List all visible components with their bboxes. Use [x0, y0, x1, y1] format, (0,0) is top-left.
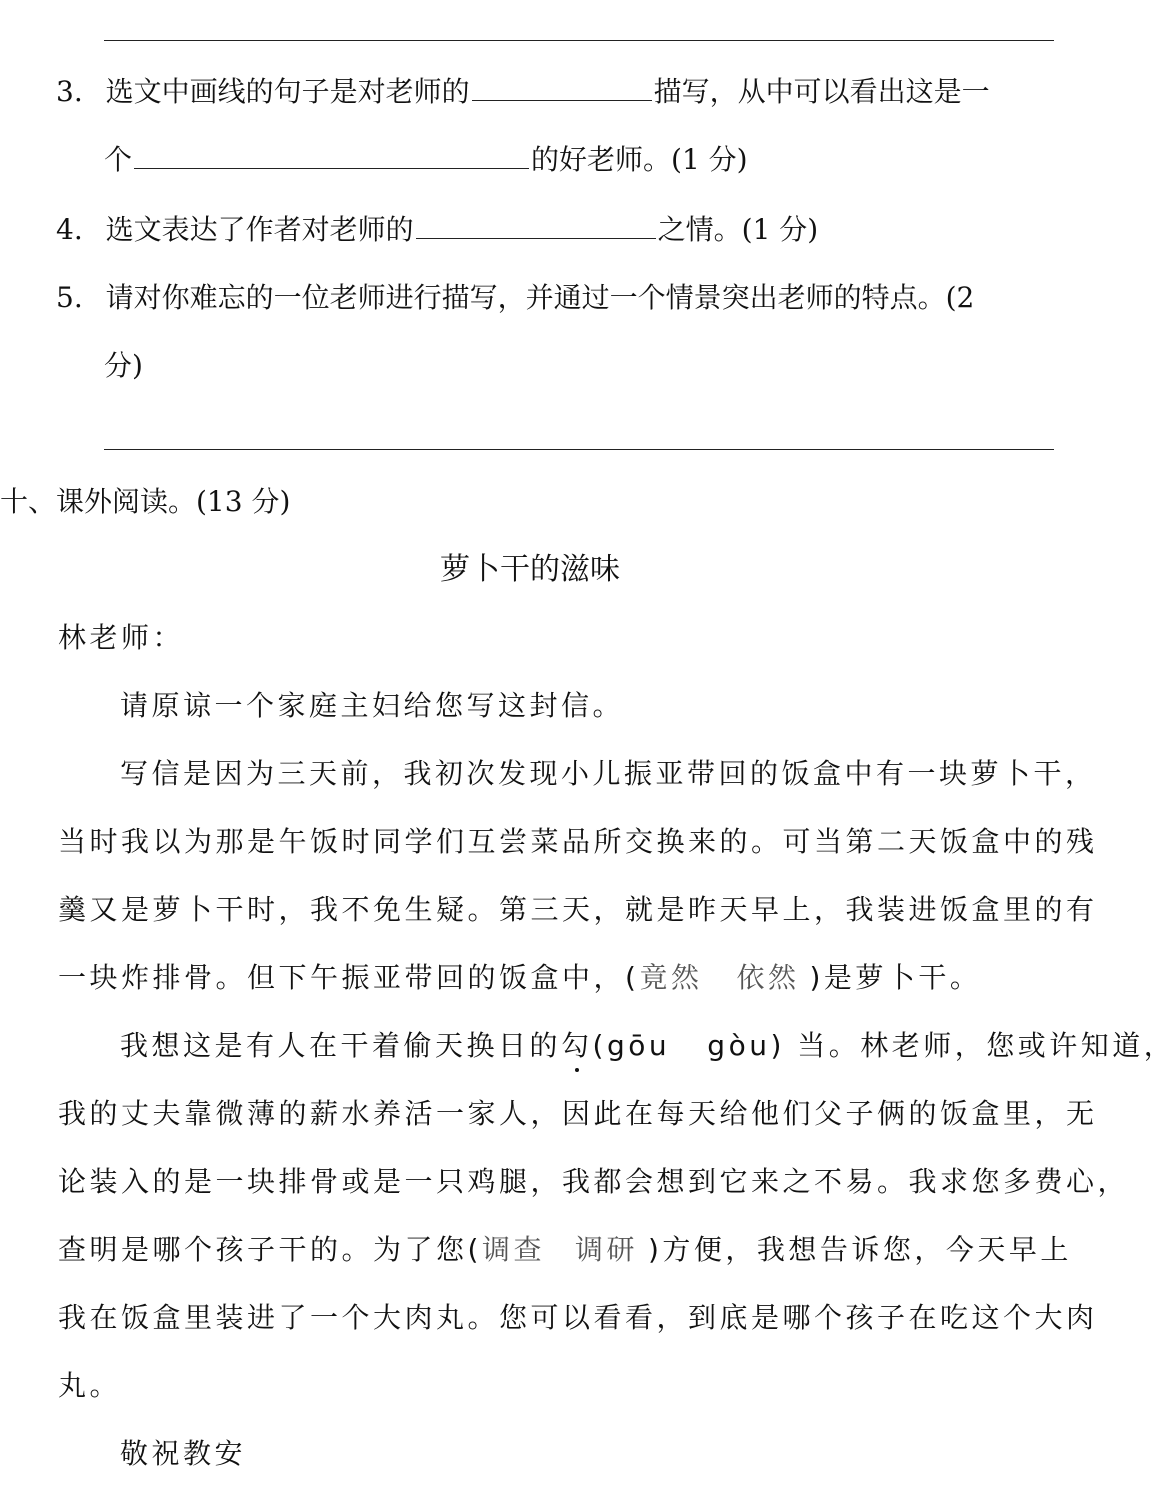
paragraph-3-line-4-a: 查明是哪个孩子干的。为了您( [58, 1233, 482, 1266]
paragraph-3-line-1-a: 我想这是有人在干着偷天换日的 [120, 1029, 562, 1062]
question-5-number: 5. [56, 281, 83, 314]
paragraph-3-line-4 [58, 1230, 1072, 1270]
paragraph-1: 请原谅一个家庭主妇给您写这封信。 [120, 689, 625, 722]
paragraph-3-line-1-b: (gōu gòu) 当。林老师，您或许知道， [592, 1029, 1175, 1062]
top-answer-line [104, 40, 1054, 41]
choice-option-jingran[interactable]: 竟然 [639, 961, 703, 994]
paragraph-2-line-3: 羹又是萝卜干时，我不免生疑。第三天，就是昨天早上，我装进饭盒里的有 [58, 893, 1098, 926]
paragraph-3-line-2: 我的丈夫靠微薄的薪水养活一家人，因此在每天给他们父子俩的饭盒里，无 [58, 1097, 1098, 1130]
question-3-text-c: 个 [104, 143, 133, 176]
question-3-line-1 [56, 72, 990, 112]
choice-option-diaoyan[interactable]: 调研 [574, 1233, 638, 1266]
question-3-number: 3. [56, 75, 83, 108]
question-4-text-a: 选文表达了作者对老师的 [105, 213, 414, 246]
passage-title: 萝卜干的滋味 [440, 552, 620, 587]
paragraph-3-line-6: 丸。 [58, 1369, 122, 1402]
question-3-text-d: 的好老师。(1 分) [531, 143, 748, 176]
paragraph-3-line-1 [120, 1026, 1175, 1066]
question-5-text-a: 请对你难忘的一位老师进行描写，并通过一个情景突出老师的特点。(2 [105, 281, 975, 314]
paragraph-3-line-4-b: )方便，我想告诉您，今天早上 [647, 1233, 1072, 1266]
paragraph-3-line-3: 论装入的是一块排骨或是一只鸡腿，我都会想到它来之不易。我求您多费心， [58, 1165, 1130, 1198]
question-4-text-b: 之情。(1 分) [657, 213, 819, 246]
letter-salutation: 林老师： [58, 621, 185, 654]
question-5-answer-line[interactable] [104, 449, 1054, 450]
letter-closing: 敬祝教安 [120, 1437, 247, 1470]
question-3-blank-2[interactable] [134, 140, 529, 169]
paragraph-2-line-2: 当时我以为那是午饭时同学们互尝菜品所交换来的。可当第二天饭盒中的残 [58, 825, 1098, 858]
paragraph-2-line-1: 写信是因为三天前，我初次发现小儿振亚带回的饭盒中有一块萝卜干， [120, 757, 1097, 790]
question-4-blank[interactable] [416, 210, 656, 239]
paragraph-2-line-4-b: )是萝卜干。 [809, 961, 982, 994]
paragraph-2-line-4-a: 一块炸排骨。但下午振亚带回的饭盒中，( [58, 961, 640, 994]
question-3-text-a: 选文中画线的句子是对老师的 [105, 75, 470, 108]
question-5-line-2 [104, 346, 143, 386]
question-5-text-b: 分) [104, 349, 143, 382]
question-3-blank-1[interactable] [472, 72, 652, 101]
paragraph-3-line-5: 我在饭盒里装进了一个大肉丸。您可以看看，到底是哪个孩子在吃这个大肉 [58, 1301, 1098, 1334]
question-4-line [56, 210, 818, 250]
paragraph-2-line-4 [58, 958, 981, 998]
section-heading: 十、课外阅读。(13 分) [0, 485, 291, 518]
choice-option-yiran[interactable]: 依然 [736, 961, 800, 994]
question-5-line-1 [56, 278, 974, 318]
question-3-text-b: 描写，从中可以看出这是一 [653, 75, 990, 108]
dotted-character: 勾 [561, 1026, 593, 1066]
choice-option-diaocha[interactable]: 调查 [481, 1233, 545, 1266]
question-3-line-2 [104, 140, 748, 180]
question-4-number: 4. [56, 213, 83, 246]
